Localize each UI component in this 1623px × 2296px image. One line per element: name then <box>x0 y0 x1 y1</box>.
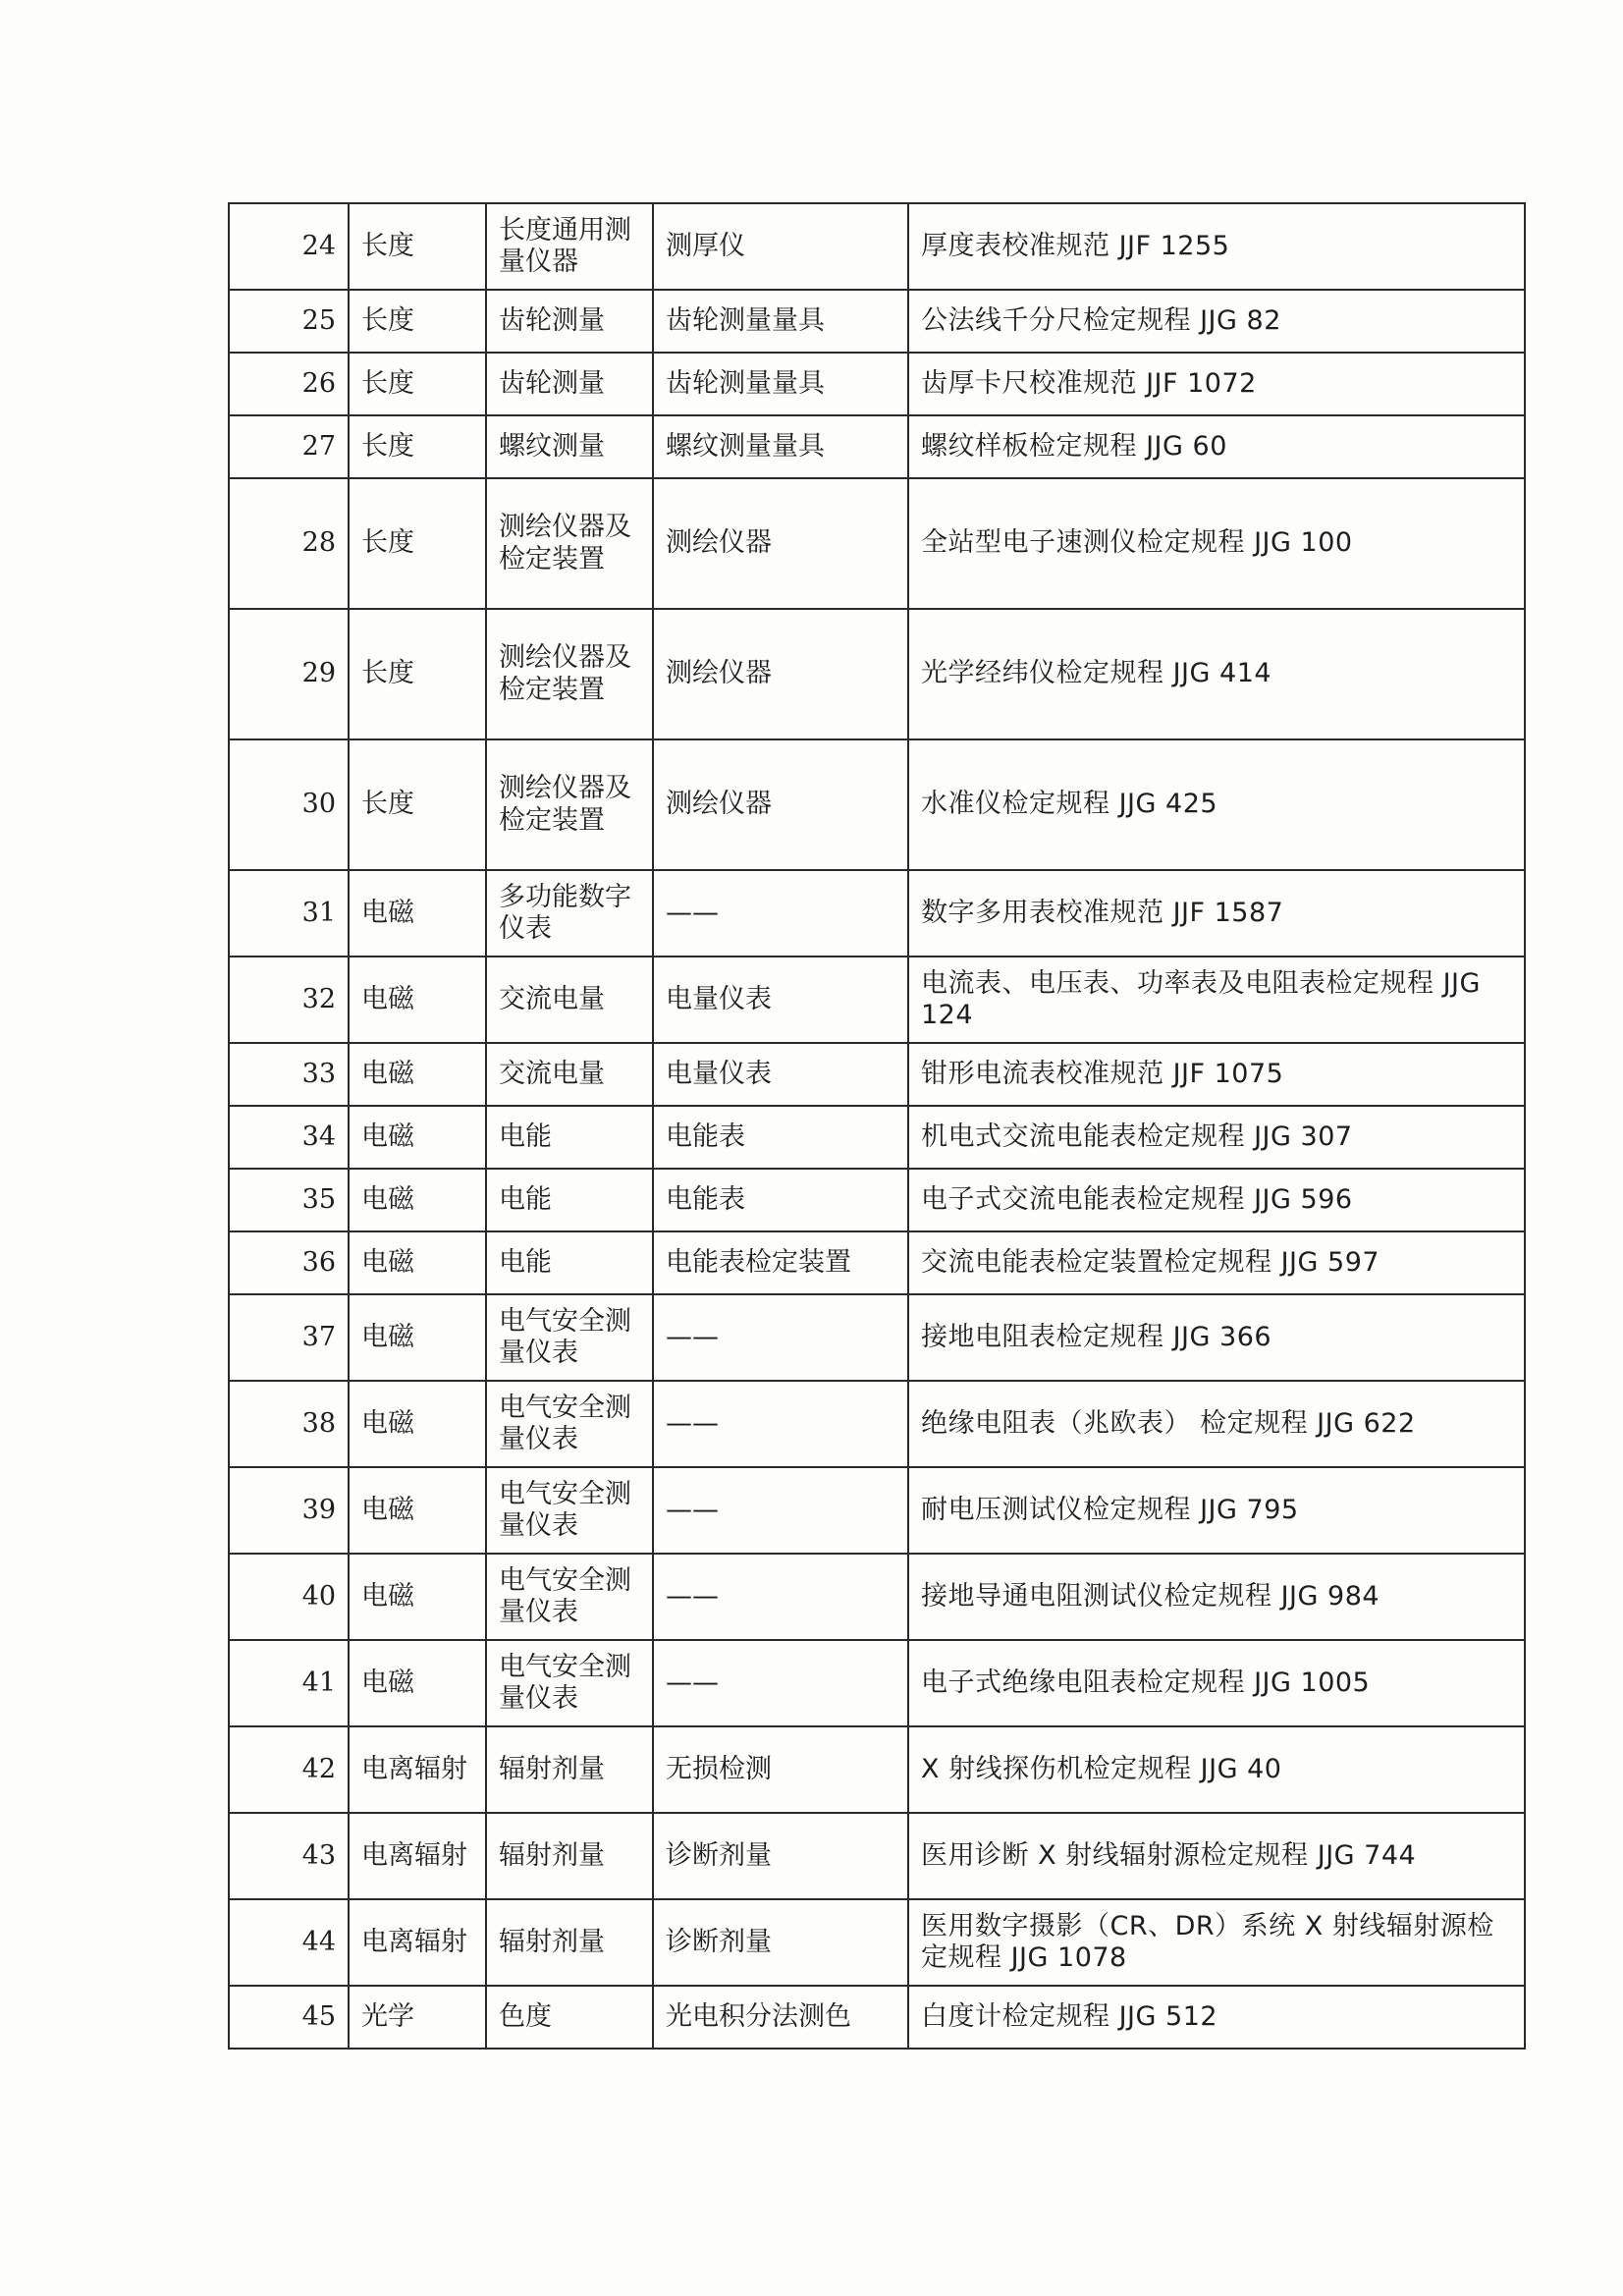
measurement-field-cell: 电离辐射 <box>349 1899 486 1986</box>
instrument-category-cell: 电气安全测量仪表 <box>486 1640 653 1726</box>
standard-reference-cell: 电流表、电压表、功率表及电阻表检定规程 JJG 124 <box>908 957 1525 1043</box>
row-number-cell: 30 <box>229 739 349 870</box>
measurement-field-cell: 电磁 <box>349 870 486 957</box>
table-row <box>229 870 1525 957</box>
table-row <box>229 957 1525 1043</box>
instrument-item-cell: 齿轮测量量具 <box>653 290 908 353</box>
table-row <box>229 1467 1525 1554</box>
standard-reference-cell: 机电式交流电能表检定规程 JJG 307 <box>908 1106 1525 1169</box>
instrument-category-cell: 电气安全测量仪表 <box>486 1381 653 1467</box>
table-row <box>229 1231 1525 1294</box>
measurement-field-cell: 电离辐射 <box>349 1726 486 1813</box>
measurement-field-cell: 电磁 <box>349 1043 486 1106</box>
standard-reference-cell: 数字多用表校准规范 JJF 1587 <box>908 870 1525 957</box>
table-row <box>229 1106 1525 1169</box>
instrument-category-cell: 螺纹测量 <box>486 415 653 478</box>
row-number-cell: 41 <box>229 1640 349 1726</box>
table-row <box>229 1986 1525 2049</box>
table-row <box>229 353 1525 415</box>
measurement-field-cell: 电磁 <box>349 1467 486 1554</box>
table-body <box>229 203 1525 2049</box>
standard-reference-cell: 医用数字摄影（CR、DR）系统 X 射线辐射源检定规程 JJG 1078 <box>908 1899 1525 1986</box>
instrument-category-cell: 电能 <box>486 1169 653 1231</box>
standard-reference-cell: 接地导通电阻测试仪检定规程 JJG 984 <box>908 1554 1525 1640</box>
row-number-cell: 27 <box>229 415 349 478</box>
instrument-item-cell: 光电积分法测色 <box>653 1986 908 2049</box>
row-number-cell: 36 <box>229 1231 349 1294</box>
table-row <box>229 1899 1525 1986</box>
standard-reference-cell: 白度计检定规程 JJG 512 <box>908 1986 1525 2049</box>
standard-reference-cell: 全站型电子速测仪检定规程 JJG 100 <box>908 478 1525 609</box>
measurement-field-cell: 电磁 <box>349 1554 486 1640</box>
row-number-cell: 44 <box>229 1899 349 1986</box>
row-number-cell: 34 <box>229 1106 349 1169</box>
standard-reference-cell: 耐电压测试仪检定规程 JJG 795 <box>908 1467 1525 1554</box>
instrument-item-cell: 测绘仪器 <box>653 478 908 609</box>
instrument-item-cell: —— <box>653 1554 908 1640</box>
instrument-category-cell: 交流电量 <box>486 957 653 1043</box>
instrument-category-cell: 辐射剂量 <box>486 1726 653 1813</box>
measurement-field-cell: 电磁 <box>349 1381 486 1467</box>
measurement-field-cell: 电磁 <box>349 1231 486 1294</box>
measurement-field-cell: 长度 <box>349 290 486 353</box>
instrument-category-cell: 多功能数字仪表 <box>486 870 653 957</box>
standard-reference-cell: X 射线探伤机检定规程 JJG 40 <box>908 1726 1525 1813</box>
instrument-category-cell: 齿轮测量 <box>486 353 653 415</box>
instrument-category-cell: 辐射剂量 <box>486 1899 653 1986</box>
table-row <box>229 1294 1525 1381</box>
instrument-category-cell: 测绘仪器及检定装置 <box>486 739 653 870</box>
row-number-cell: 28 <box>229 478 349 609</box>
instrument-item-cell: 电能表 <box>653 1169 908 1231</box>
instrument-item-cell: 诊断剂量 <box>653 1899 908 1986</box>
measurement-field-cell: 电磁 <box>349 1106 486 1169</box>
instrument-category-cell: 测绘仪器及检定装置 <box>486 478 653 609</box>
row-number-cell: 35 <box>229 1169 349 1231</box>
standard-reference-cell: 厚度表校准规范 JJF 1255 <box>908 203 1525 290</box>
table-row <box>229 1640 1525 1726</box>
row-number-cell: 26 <box>229 353 349 415</box>
instrument-item-cell: 测绘仪器 <box>653 609 908 739</box>
standard-reference-cell: 电子式交流电能表检定规程 JJG 596 <box>908 1169 1525 1231</box>
instrument-category-cell: 齿轮测量 <box>486 290 653 353</box>
standard-reference-cell: 医用诊断 X 射线辐射源检定规程 JJG 744 <box>908 1813 1525 1899</box>
instrument-category-cell: 交流电量 <box>486 1043 653 1106</box>
row-number-cell: 33 <box>229 1043 349 1106</box>
row-number-cell: 31 <box>229 870 349 957</box>
row-number-cell: 29 <box>229 609 349 739</box>
instrument-item-cell: 诊断剂量 <box>653 1813 908 1899</box>
instrument-item-cell: 测绘仪器 <box>653 739 908 870</box>
instrument-category-cell: 测绘仪器及检定装置 <box>486 609 653 739</box>
instrument-item-cell: 电能表检定装置 <box>653 1231 908 1294</box>
instrument-category-cell: 电能 <box>486 1106 653 1169</box>
table-row <box>229 478 1525 609</box>
row-number-cell: 24 <box>229 203 349 290</box>
row-number-cell: 37 <box>229 1294 349 1381</box>
table-row <box>229 415 1525 478</box>
measurement-field-cell: 长度 <box>349 739 486 870</box>
measurement-field-cell: 电磁 <box>349 1294 486 1381</box>
table-row <box>229 290 1525 353</box>
measurement-field-cell: 光学 <box>349 1986 486 2049</box>
instrument-category-cell: 电能 <box>486 1231 653 1294</box>
row-number-cell: 38 <box>229 1381 349 1467</box>
instrument-item-cell: —— <box>653 1381 908 1467</box>
standard-reference-cell: 钳形电流表校准规范 JJF 1075 <box>908 1043 1525 1106</box>
row-number-cell: 40 <box>229 1554 349 1640</box>
instrument-category-cell: 辐射剂量 <box>486 1813 653 1899</box>
instrument-category-cell: 长度通用测量仪器 <box>486 203 653 290</box>
instrument-category-cell: 电气安全测量仪表 <box>486 1554 653 1640</box>
row-number-cell: 39 <box>229 1467 349 1554</box>
instrument-item-cell: 齿轮测量量具 <box>653 353 908 415</box>
instrument-item-cell: —— <box>653 870 908 957</box>
instrument-item-cell: 电能表 <box>653 1106 908 1169</box>
standard-reference-cell: 螺纹样板检定规程 JJG 60 <box>908 415 1525 478</box>
measurement-field-cell: 长度 <box>349 203 486 290</box>
table-row <box>229 1043 1525 1106</box>
table-row <box>229 609 1525 739</box>
standard-reference-cell: 齿厚卡尺校准规范 JJF 1072 <box>908 353 1525 415</box>
standard-reference-cell: 绝缘电阻表（兆欧表） 检定规程 JJG 622 <box>908 1381 1525 1467</box>
calibration-standards-table <box>228 202 1526 2050</box>
standard-reference-cell: 接地电阻表检定规程 JJG 366 <box>908 1294 1525 1381</box>
instrument-category-cell: 色度 <box>486 1986 653 2049</box>
table-row <box>229 1813 1525 1899</box>
measurement-field-cell: 电磁 <box>349 957 486 1043</box>
measurement-field-cell: 长度 <box>349 609 486 739</box>
standard-reference-cell: 光学经纬仪检定规程 JJG 414 <box>908 609 1525 739</box>
table-row <box>229 203 1525 290</box>
table-row <box>229 1554 1525 1640</box>
measurement-field-cell: 电磁 <box>349 1640 486 1726</box>
table-row <box>229 1169 1525 1231</box>
table-row <box>229 1726 1525 1813</box>
measurement-field-cell: 电磁 <box>349 1169 486 1231</box>
instrument-item-cell: 测厚仪 <box>653 203 908 290</box>
instrument-item-cell: 螺纹测量量具 <box>653 415 908 478</box>
instrument-item-cell: 无损检测 <box>653 1726 908 1813</box>
row-number-cell: 45 <box>229 1986 349 2049</box>
instrument-item-cell: —— <box>653 1294 908 1381</box>
standard-reference-cell: 公法线千分尺检定规程 JJG 82 <box>908 290 1525 353</box>
standard-reference-cell: 电子式绝缘电阻表检定规程 JJG 1005 <box>908 1640 1525 1726</box>
standard-reference-cell: 水准仪检定规程 JJG 425 <box>908 739 1525 870</box>
instrument-category-cell: 电气安全测量仪表 <box>486 1294 653 1381</box>
instrument-item-cell: —— <box>653 1640 908 1726</box>
table-row <box>229 739 1525 870</box>
row-number-cell: 42 <box>229 1726 349 1813</box>
standard-reference-cell: 交流电能表检定装置检定规程 JJG 597 <box>908 1231 1525 1294</box>
table-row <box>229 1381 1525 1467</box>
instrument-item-cell: —— <box>653 1467 908 1554</box>
measurement-field-cell: 长度 <box>349 353 486 415</box>
measurement-field-cell: 长度 <box>349 478 486 609</box>
measurement-field-cell: 电离辐射 <box>349 1813 486 1899</box>
instrument-item-cell: 电量仪表 <box>653 1043 908 1106</box>
row-number-cell: 43 <box>229 1813 349 1899</box>
row-number-cell: 32 <box>229 957 349 1043</box>
measurement-field-cell: 长度 <box>349 415 486 478</box>
row-number-cell: 25 <box>229 290 349 353</box>
instrument-category-cell: 电气安全测量仪表 <box>486 1467 653 1554</box>
instrument-item-cell: 电量仪表 <box>653 957 908 1043</box>
